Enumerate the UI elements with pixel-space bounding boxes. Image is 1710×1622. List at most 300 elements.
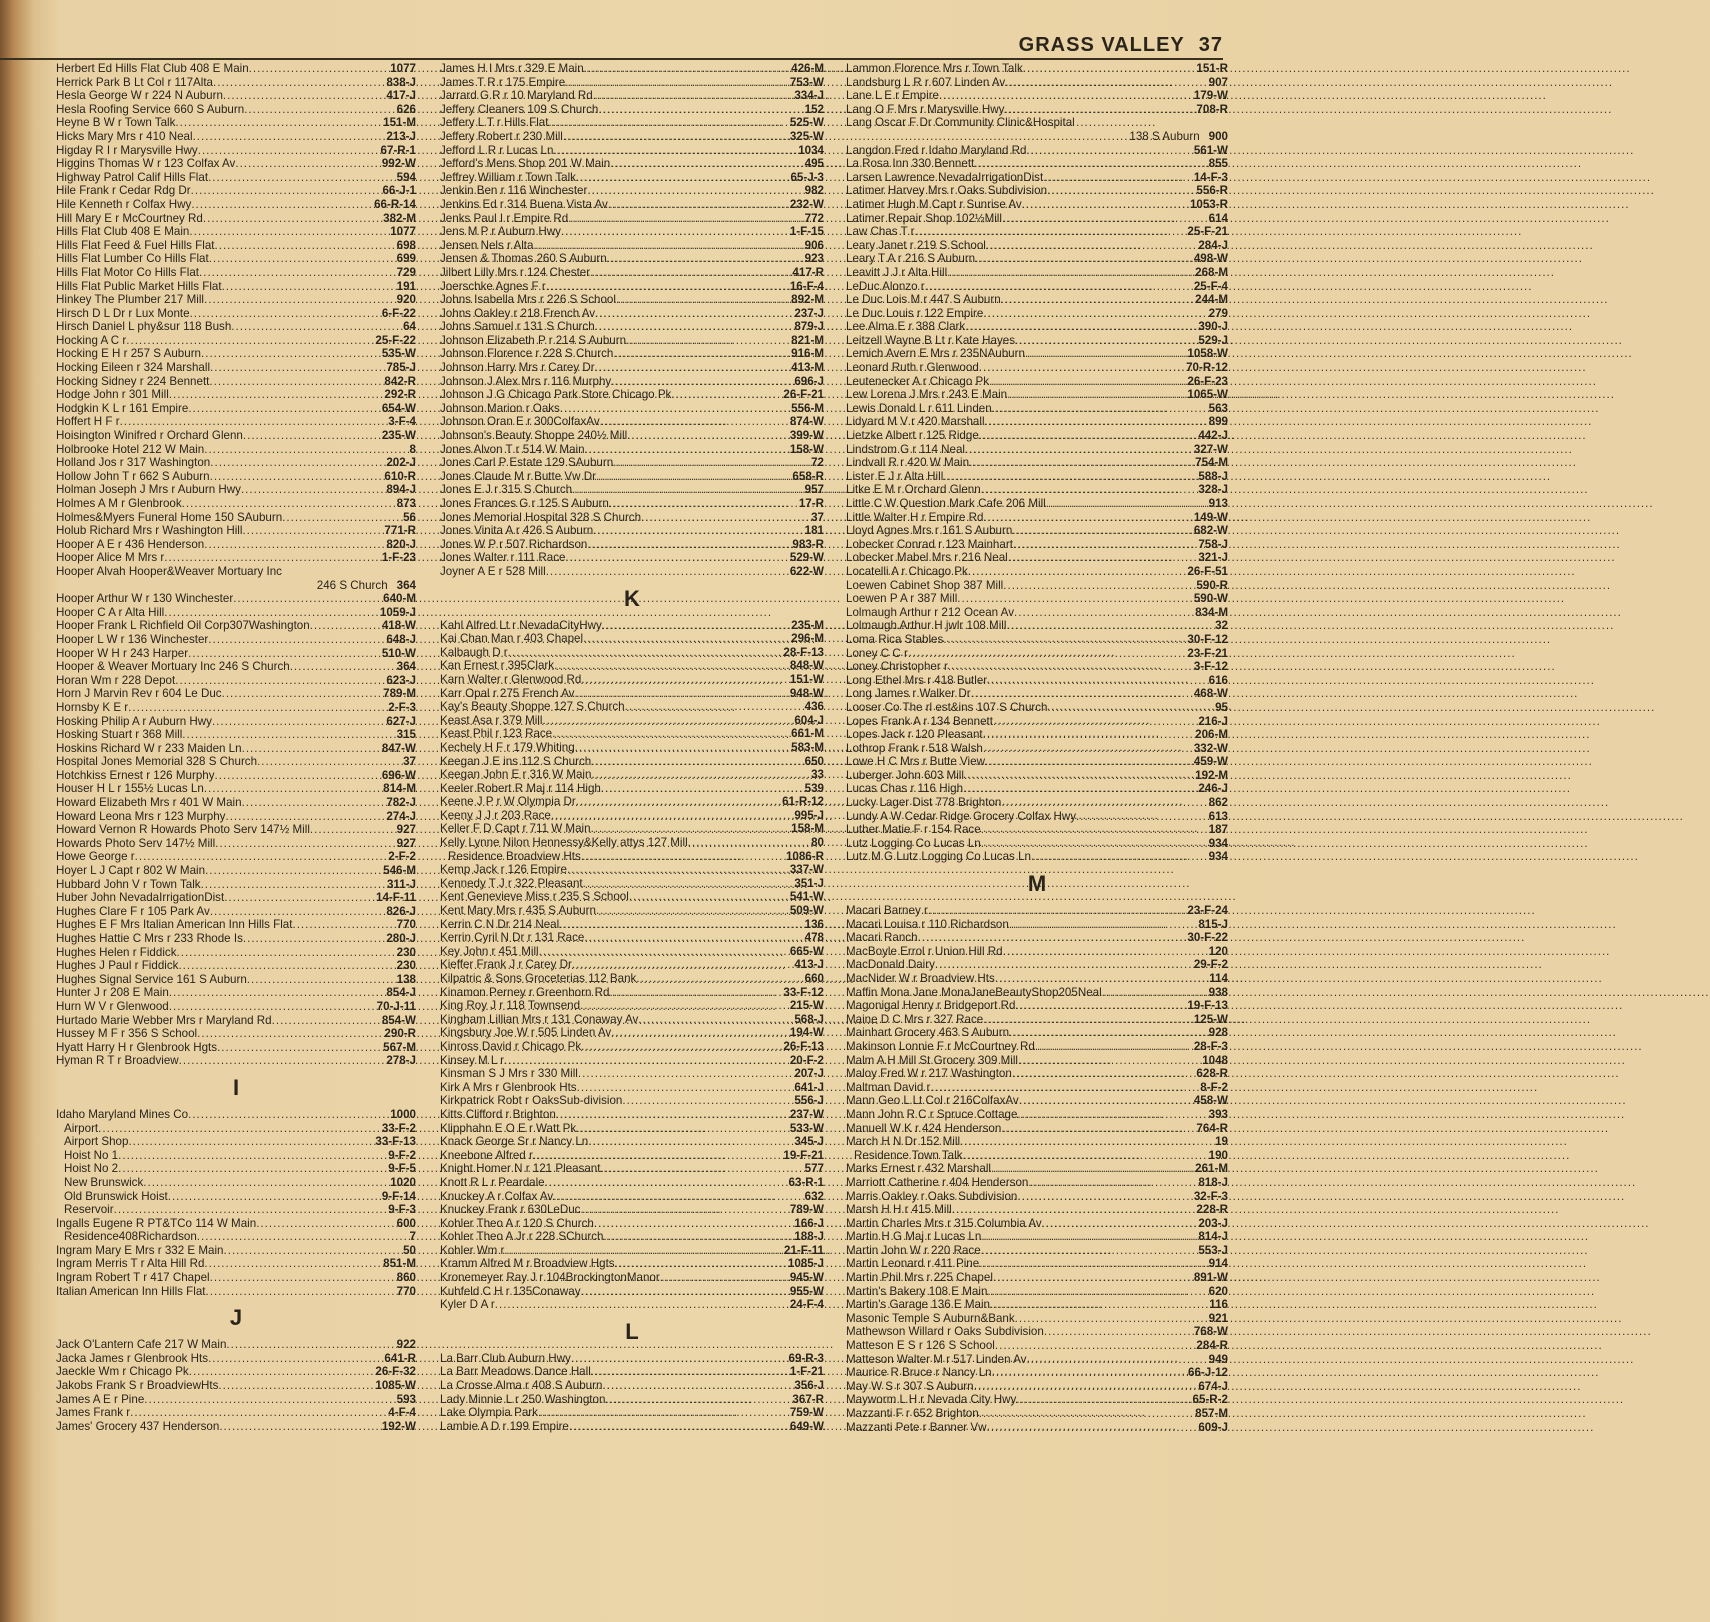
listing-name: Kohler Wm r [440, 1243, 505, 1257]
listing-phone: 862 [1208, 796, 1228, 810]
dot-leader [204, 443, 408, 457]
dot-leader [963, 782, 1197, 796]
dot-leader [581, 1285, 789, 1299]
listing-phone: 696-J [794, 374, 824, 388]
dot-leader [979, 429, 1198, 443]
listing-entry [440, 1420, 824, 1434]
listing-name: Johnson Harry Mrs r Carey Dr [440, 361, 595, 375]
dot-leader [974, 157, 1207, 171]
listing-entry [846, 1135, 1228, 1149]
section-letter: L [625, 1318, 639, 1344]
listing-entry [440, 890, 824, 904]
listing-entry [846, 999, 1228, 1013]
dot-leader [578, 1067, 793, 1081]
listing-entry [846, 1393, 1228, 1407]
listing-phone: 315 [396, 728, 416, 742]
listing-name: Karn Walter r Glenwood Rd [440, 672, 582, 686]
listing-name: Keeler Robert R Maj r 114 High [440, 781, 601, 795]
dot-leader [993, 715, 1197, 729]
listing-entry [56, 742, 416, 756]
dot-leader [602, 1379, 793, 1393]
dot-leader [193, 130, 386, 144]
dot-leader [985, 415, 1208, 429]
dot-leader [164, 606, 379, 620]
listing-phone: 364 [396, 578, 416, 592]
dot-leader [983, 307, 1207, 321]
listing-phone: 759-W [789, 1406, 824, 1420]
listing-phone: 546-M [383, 864, 416, 878]
listing-phone: 30-F-12 [1187, 632, 1228, 646]
dot-leader [930, 1081, 1199, 1095]
listing-entry [846, 1162, 1228, 1176]
listing-entry [846, 1325, 1228, 1339]
dot-leader [213, 76, 385, 90]
listing-phone: 568-J [794, 1012, 824, 1026]
dot-leader [1025, 347, 1186, 361]
listing-name: Jenkin Ben r 116 Winchester [440, 184, 588, 198]
listing-phone: 459-W [1193, 755, 1228, 769]
listing-entry [56, 579, 416, 593]
listing-name: Hunter J r 208 E Main [56, 986, 169, 1000]
listing-phone: 468-W [1193, 687, 1228, 701]
dot-leader [219, 1420, 381, 1434]
dot-leader [935, 958, 1193, 972]
dot-leader [118, 1149, 387, 1163]
listing-name: Hicks Mary Mrs r 410 Neal [56, 129, 193, 143]
listing-phone: 413-M [791, 361, 824, 375]
listing-phone: 957 [804, 483, 824, 497]
listing-name: Jones Claude M r Butte Vw Dr [440, 469, 596, 483]
listing-name: Residence408Richardson [64, 1230, 197, 1244]
listing-phone: 627-J [386, 714, 416, 728]
dot-leader [553, 1190, 803, 1204]
listing-entry [846, 1094, 1228, 1108]
listing-phone: 345-J [794, 1135, 824, 1149]
listing-name: Knack George Sr r Nancy Ln [440, 1135, 589, 1149]
listing-name: Houser H L r 155½ Lucas Ln [56, 782, 204, 796]
listing-name: Lietzke Albert r 125 Ridge [846, 429, 979, 443]
listing-entry [56, 320, 416, 334]
dot-leader [688, 836, 810, 850]
listing-entry [846, 633, 1228, 647]
page-title: GRASS VALLEY [1018, 34, 1185, 56]
dot-leader [995, 972, 1208, 986]
listing-phone: 641-R [384, 1351, 416, 1365]
listing-phone: 923 [804, 252, 824, 266]
listing-name: Howard Elizabeth Mrs r 401 W Main [56, 796, 242, 810]
listing-entry [56, 524, 416, 538]
listing-entry [56, 592, 416, 606]
listing-name: Kronemeyer Ray J r 104BrockingtonManor [440, 1271, 660, 1285]
dot-leader [1048, 701, 1215, 715]
listing-name: Residence Broadview Hts [448, 849, 581, 863]
listing-phone: 1-F-23 [381, 551, 416, 565]
listing-name: Hirsch Daniel L phy&sur 118 Bush [56, 320, 232, 334]
dot-leader [182, 728, 395, 742]
listing-phone: 641-J [794, 1080, 824, 1094]
listing-name: Knuckey Frank r 630LeDuc [440, 1203, 581, 1217]
listing-phone: 855 [1208, 157, 1228, 171]
dot-leader [993, 1271, 1193, 1285]
listing-entry [440, 89, 824, 103]
listing-phone: 771-R [384, 524, 416, 538]
listing-entry [440, 320, 824, 334]
listing-phone: 818-J [1198, 1175, 1228, 1189]
listing-entry [440, 1352, 824, 1366]
listing-name: Kuhfeld C H r 135Conaway [440, 1284, 581, 1298]
listing-name: Matteson Walter M r 517 Linden Av [846, 1352, 1027, 1366]
listing-entry [56, 144, 416, 158]
listing-phone: 842-R [384, 374, 416, 388]
listing-phone: 754-M [1195, 456, 1228, 470]
listing-name: Jenks Paul I r Empire Rd [440, 211, 569, 225]
dot-leader [128, 1135, 374, 1149]
dot-leader [1018, 1054, 1201, 1068]
listing-entry [56, 959, 416, 973]
dot-leader [587, 184, 803, 198]
listing-name: Mann Geo L Lt Col r 216ColfaxAv [846, 1094, 1019, 1108]
listing-name: Airport Shop [64, 1135, 129, 1149]
listing-name: Hospital Jones Memorial 328 S Church [56, 755, 258, 769]
listing-phone: 332-W [1193, 741, 1228, 755]
listing-phone: 650 [804, 754, 824, 768]
dot-leader [226, 1338, 395, 1352]
dot-leader [210, 361, 385, 375]
listing-name: Knight Homer N r 121 Pleasant [440, 1162, 601, 1176]
listing-entry [846, 1054, 1228, 1068]
listing-entry [440, 280, 824, 294]
listing-phone: 24-F-4 [789, 1298, 824, 1312]
dot-leader [126, 334, 374, 348]
listing-name: Key John r 451 Mill [440, 944, 539, 958]
listing-name: Martin John W r 220 Race [846, 1243, 981, 1257]
listing-name: Lemich Avern E Mrs r 235NAuburn [846, 347, 1025, 361]
listing-name: Hodge John r 301 Mill [56, 388, 169, 402]
dot-leader [576, 171, 790, 185]
listing-entry [846, 1190, 1228, 1204]
listing-phone: 70-J-11 [376, 999, 416, 1013]
listing-entry [846, 674, 1228, 688]
listing-entry [56, 334, 416, 348]
listing-name: King Roy J r 118 Townsend [440, 999, 581, 1013]
listing-phone: 334-J [794, 89, 824, 103]
listing-entry [440, 836, 824, 850]
listing-entry [56, 76, 416, 90]
listing-phone: 1058-W [1187, 347, 1228, 361]
listing-name: Hosking Stuart r 368 Mill [56, 728, 183, 742]
listing-name: Hocking E H r 257 S Auburn [56, 347, 202, 361]
listing-phone: 413-J [794, 958, 824, 972]
listing-phone: 894-J [386, 483, 416, 497]
listing-phone: 854-J [386, 986, 416, 1000]
listing-name: Le Duc Louis r 122 Empire [846, 306, 984, 320]
dot-leader [143, 1176, 389, 1190]
dot-leader [546, 565, 789, 579]
listing-name: Jeffrey William r Town Talk [440, 170, 576, 184]
listing-entry [846, 334, 1228, 348]
listing-name: Leutenecker A r Chicago Pk [846, 374, 990, 388]
listing-name: Masonic Temple S Auburn&Bank [846, 1311, 1015, 1325]
listing-phone: 328-J [1198, 483, 1228, 497]
listing-name: Mazzanti F r 652 Brighton [846, 1407, 979, 1420]
listing-phone: 207-J [794, 1067, 824, 1081]
listing-name: La Barr Meadows Dance Hall [440, 1365, 591, 1379]
dot-leader [638, 1013, 793, 1027]
listing-phone: 311-J [386, 877, 416, 891]
listing-entry [846, 76, 1228, 90]
listing-entry [440, 470, 824, 484]
listing-name: Kingsbury Joe W r 505 Linden Av [440, 1026, 612, 1040]
dot-leader [538, 1406, 789, 1420]
dot-leader [971, 687, 1193, 701]
listing-entry [846, 1026, 1228, 1040]
listing-name: Jones Vinita A r 426 S Auburn [440, 524, 594, 538]
listing-entry [440, 1040, 824, 1054]
listing-entry [56, 361, 416, 375]
listing-phone: 64 [403, 320, 416, 334]
dot-leader [572, 958, 793, 972]
listing-name: Howards Photo Serv 147½ Mill [56, 836, 216, 850]
listing-name: Kan Ernest r 395Clark [440, 659, 555, 673]
listing-phone: 632 [804, 1189, 824, 1203]
dot-leader [197, 1230, 409, 1244]
listing-phone: 436 [804, 700, 824, 714]
listing-name: Hesla George W r 224 N Auburn [56, 89, 223, 103]
listing-phone: 609-J [1198, 1420, 1228, 1434]
listing-entry [846, 1122, 1228, 1136]
dot-leader [625, 700, 804, 714]
listing-name: Hinkey The Plumber 217 Mill [56, 293, 204, 307]
listing-entry [56, 1027, 416, 1041]
listing-phone: 23-F-24 [1187, 904, 1228, 918]
listing-phone: 9-F-5 [388, 1162, 416, 1176]
listing-entry [56, 1271, 416, 1285]
listing-entry [56, 565, 416, 579]
dot-leader [943, 633, 1186, 647]
page-number: 37 [1198, 34, 1223, 56]
listing-phone: 613 [1208, 809, 1228, 823]
listing-phone: 860 [396, 1271, 416, 1285]
listing-name: Hughes Helen r Fiddick [56, 945, 177, 959]
listing-entry [846, 742, 1228, 756]
dot-leader [584, 62, 790, 76]
listing-entry [56, 878, 416, 892]
listing-entry [846, 483, 1228, 497]
listing-phone: 590-W [1193, 592, 1228, 606]
dot-leader [244, 103, 395, 117]
listing-entry [56, 1352, 416, 1366]
listing-entry [56, 538, 416, 552]
dot-leader [611, 1026, 789, 1040]
dot-leader [1001, 796, 1207, 810]
listing-entry [56, 497, 416, 511]
listing-phone: 151-W [789, 672, 824, 686]
listing-entry [440, 157, 824, 171]
listing-phone: 61-R-12 [782, 795, 824, 809]
listing-phone: 914 [1208, 1257, 1228, 1271]
listing-entry [440, 1257, 824, 1271]
listing-phone: 594 [396, 170, 416, 184]
listing-phone: 9-F-3 [388, 1203, 416, 1217]
listing-name: Karr Opal r 275 French Av [440, 686, 575, 700]
dot-leader [553, 144, 797, 158]
listing-phone: 577 [804, 1162, 824, 1176]
listing-phone: 14-F-3 [1193, 170, 1228, 184]
listing-name: La Barr Club Auburn Hwy [440, 1351, 571, 1365]
listing-name: Jefford L R r Lucas Ln [440, 143, 554, 157]
listing-entry [846, 144, 1228, 158]
listing-phone: 620 [1208, 1284, 1228, 1298]
listing-phone: 857-M [1195, 1407, 1228, 1420]
listing-entry [56, 715, 416, 729]
listing-phone: 834-M [1195, 605, 1228, 619]
listing-entry [56, 973, 416, 987]
listing-name: Jakobs Frank S r BroadviewHts [56, 1379, 219, 1393]
dot-leader [1047, 184, 1195, 198]
dot-leader [204, 1257, 382, 1271]
listing-phone: 610-R [384, 469, 416, 483]
listing-phone: 556-M [791, 401, 824, 415]
listing-entry [56, 375, 416, 389]
listing-entry [846, 307, 1228, 321]
listing-name: Kerrin Cyril N Dr r 131 Race [440, 931, 585, 945]
dot-leader [182, 497, 396, 511]
dot-leader [1015, 1312, 1208, 1326]
listing-entry [440, 551, 824, 565]
listing-name: Knott R L r Peardale [440, 1175, 545, 1189]
listing-entry [846, 225, 1228, 239]
listing-entry [440, 307, 824, 321]
listing-name: Johns Isabella Mrs r 226 S School [440, 293, 616, 307]
listing-entry [56, 212, 416, 226]
listing-name: Marks Ernest r 432 Marshall [846, 1162, 991, 1176]
listing-name: Mann John R C r Spruce Cottage [846, 1107, 1018, 1121]
dot-leader [114, 1203, 388, 1217]
dot-leader [144, 1393, 395, 1407]
dot-leader [975, 252, 1193, 266]
listing-entry [440, 1081, 824, 1095]
listing-entry [440, 972, 824, 986]
listing-name: Hooper Frank L Richfield Oil Corp307Washington [56, 619, 310, 633]
listing-phone: 206-M [1195, 728, 1228, 742]
listing-phone: 665-W [789, 944, 824, 958]
listing-phone: 553-J [1198, 1243, 1228, 1257]
dot-leader [542, 714, 793, 728]
dot-leader [591, 755, 803, 769]
listing-phone: 337-W [789, 863, 824, 877]
listing-phone: 280-J [386, 932, 416, 945]
listing-entry [846, 945, 1228, 959]
listing-name: Ingalls Eugene R PT&TCo 114 W Main [56, 1216, 257, 1230]
listing-phone: 33-F-13 [375, 1135, 416, 1149]
dot-leader [580, 1203, 788, 1217]
listing-phone: 67-R-1 [380, 143, 416, 157]
listing-name: Leary T A r 216 S Auburn [846, 252, 976, 266]
listing-entry [440, 198, 824, 212]
listing-name: Luberger John 603 Mill [846, 768, 964, 782]
dot-leader [591, 768, 810, 782]
listing-phone: 814-J [1198, 1230, 1228, 1244]
listing-entry [56, 1406, 416, 1420]
dot-leader [178, 959, 395, 973]
dot-leader [561, 225, 789, 239]
listing-name: Hooper Alvah Hooper&Weaver Mortuary Inc [56, 564, 282, 578]
dot-leader [987, 674, 1208, 688]
dot-leader [168, 1190, 381, 1204]
listing-phone: 934 [1208, 850, 1228, 864]
dot-leader [594, 1217, 794, 1231]
listing-name: Johnson Elizabeth P r 214 S Auburn [440, 333, 627, 347]
dot-leader [596, 904, 789, 918]
dot-leader [556, 1108, 789, 1122]
listing-phone: 192-W [381, 1419, 416, 1433]
listing-name: Kai Chan Man r 403 Chapel [440, 632, 584, 646]
listing-entry [56, 402, 416, 416]
listing-phone: 772 [804, 211, 824, 225]
listing-name: 246 S Church [316, 578, 388, 592]
dot-leader [1001, 1122, 1195, 1136]
dot-leader [964, 769, 1194, 783]
listing-phone: 600 [396, 1216, 416, 1230]
listing-phone: 826-J [386, 904, 416, 918]
listing-phone: 29-F-2 [1193, 958, 1228, 972]
listing-phone: 390-J [1198, 320, 1228, 334]
listing-entry [56, 130, 416, 144]
dot-leader [203, 212, 382, 226]
listing-entry [440, 1013, 824, 1027]
listing-phone: 8-F-2 [1200, 1080, 1228, 1094]
listing-entry [56, 293, 416, 307]
dot-leader [1046, 497, 1208, 511]
dot-leader [231, 320, 402, 334]
listing-phone: 25-F-21 [1187, 225, 1228, 239]
dot-leader [981, 483, 1198, 497]
listing-name: Martin H G Maj r Lucas Ln [846, 1230, 982, 1244]
listing-entry [56, 1108, 416, 1122]
dot-leader [1031, 850, 1208, 864]
listing-phone: 442-J [1198, 429, 1228, 443]
listing-phone: 1053-R [1189, 197, 1228, 211]
dot-leader [565, 76, 789, 90]
listing-phone: 136 [804, 917, 824, 931]
listing-name: Ingram Merris T r Alta Hill Rd [56, 1257, 205, 1271]
listing-phone: 658-R [792, 469, 824, 483]
listing-entry [440, 375, 824, 389]
dot-leader [593, 524, 803, 538]
listing-name: Long James r Walker Dr [846, 687, 971, 701]
listing-entry [440, 1108, 824, 1122]
dot-leader [560, 402, 790, 416]
listing-phone: 509-W [789, 904, 824, 918]
dot-leader [1012, 524, 1193, 538]
listing-phone: 854-W [381, 1013, 416, 1027]
listing-entry [846, 497, 1228, 511]
listing-name: Highway Patrol Calif Hills Flat [56, 170, 209, 184]
listing-entry [846, 1067, 1228, 1081]
listing-name: Keller F D Capt r 711 W Main [440, 822, 591, 836]
dot-leader [1009, 1026, 1208, 1040]
listing-name: Kirk A Mrs r Glenbrook Hts [440, 1080, 577, 1094]
listing-entry [56, 62, 416, 76]
dot-leader [610, 157, 803, 171]
listing-name: James' Grocery 437 Henderson [56, 1419, 220, 1433]
dot-leader [548, 116, 788, 130]
listing-name: Hotchkiss Ernest r 126 Murphy [56, 768, 215, 782]
listing-phone: 626 [396, 102, 416, 116]
listing-phone: 764-R [1196, 1121, 1228, 1135]
listing-name: James T R r 175 Empire [440, 75, 566, 89]
listing-entry [56, 1054, 416, 1068]
